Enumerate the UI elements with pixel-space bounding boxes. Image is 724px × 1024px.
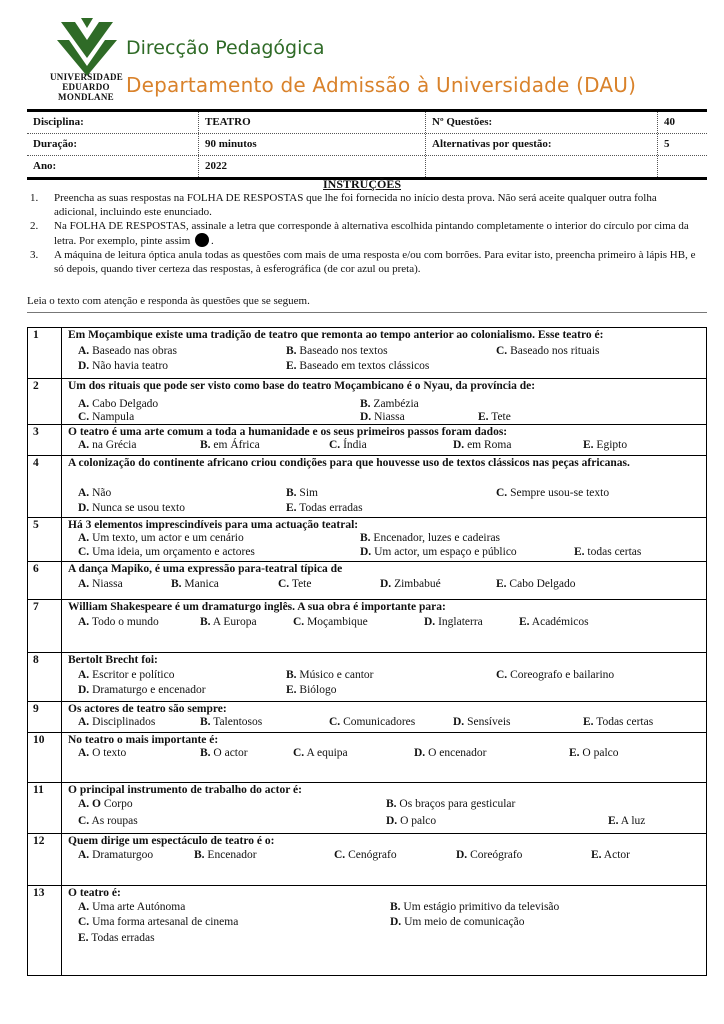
question-number: 6 xyxy=(33,563,39,575)
answer-option xyxy=(78,916,238,929)
answer-option xyxy=(360,411,405,424)
question-row xyxy=(28,885,706,977)
answer-option xyxy=(519,616,589,629)
answer-option xyxy=(380,578,441,591)
question-number: 3 xyxy=(33,426,39,438)
question-text: A dança Mapiko, é uma expressão para-teatral típica de xyxy=(68,563,343,575)
answer-option xyxy=(78,932,155,945)
option-letter: C. xyxy=(78,546,90,558)
divider xyxy=(27,312,707,313)
answer-option xyxy=(386,815,436,828)
question-row xyxy=(28,328,706,378)
option-text: Uma forma artesanal de cinema xyxy=(92,916,239,928)
question-row xyxy=(28,652,706,702)
option-text: Uma arte Autónoma xyxy=(92,901,186,913)
question-text: No teatro o mais importante é: xyxy=(68,734,219,746)
option-text: Cabo Delgado xyxy=(92,398,159,410)
option-text: em África xyxy=(213,439,260,451)
answer-option xyxy=(456,849,522,862)
answer-option xyxy=(390,916,524,929)
option-letter: E. xyxy=(286,502,297,514)
option-text: Nampula xyxy=(92,411,135,423)
option-text: Nunca se usou texto xyxy=(92,502,186,514)
option-letter: C. xyxy=(293,616,305,628)
option-text: A luz xyxy=(620,815,646,827)
answer-option xyxy=(583,716,653,729)
option-text: Não xyxy=(92,487,112,499)
answer-option xyxy=(329,439,367,452)
reading-instruction: Leia o texto com atenção e responda às questões que se seguem. xyxy=(27,295,310,307)
answer-option xyxy=(194,849,257,862)
answer-option xyxy=(78,439,136,452)
option-text: Encenador xyxy=(207,849,257,861)
info-row: Ano: 2022 xyxy=(27,156,707,177)
question-row xyxy=(28,517,706,562)
option-letter: B. xyxy=(360,398,371,410)
option-text: As roupas xyxy=(91,815,138,827)
answer-option xyxy=(334,849,397,862)
answer-option xyxy=(278,578,312,591)
option-letter: D. xyxy=(386,815,398,827)
option-letter: E. xyxy=(608,815,619,827)
answer-option xyxy=(286,487,318,500)
option-letter: B. xyxy=(386,798,397,810)
option-letter: A. xyxy=(78,398,90,410)
option-text: Manica xyxy=(184,578,219,590)
option-text: Niassa xyxy=(374,411,405,423)
option-text: A Europa xyxy=(212,616,257,628)
info-row: Disciplina: TEATRO Nº Questões: 40 xyxy=(27,112,707,134)
instructions-title: INSTRUÇÕES xyxy=(322,177,402,191)
option-letter: B. xyxy=(194,849,205,861)
option-letter: E. xyxy=(574,546,585,558)
option-letter: D. xyxy=(78,502,90,514)
option-text: O palco xyxy=(582,747,619,759)
option-letter: B. xyxy=(390,901,401,913)
option-letter: A. xyxy=(78,669,90,681)
filled-circle-icon xyxy=(195,233,209,247)
option-letter: C. xyxy=(78,411,90,423)
answer-option xyxy=(496,578,576,591)
header-title: Direcção Pedagógica xyxy=(126,37,325,59)
answer-option xyxy=(78,669,174,682)
info-row: Duração: 90 minutos Alternativas por questão: 5 xyxy=(27,134,707,156)
option-letter: D. xyxy=(390,916,402,928)
option-text: Cabo Delgado xyxy=(509,578,576,590)
option-text: Todas erradas xyxy=(299,502,363,514)
option-letter: B. xyxy=(200,747,211,759)
answer-option xyxy=(78,360,168,373)
option-text: Sensíveis xyxy=(467,716,511,728)
option-text: Tete xyxy=(491,411,511,423)
option-letter: D. xyxy=(456,849,468,861)
question-row xyxy=(28,378,706,425)
option-letter: B. xyxy=(200,616,211,628)
option-letter: D. xyxy=(453,716,465,728)
answer-option xyxy=(78,532,244,545)
question-row xyxy=(28,455,706,518)
option-text: Corpo xyxy=(103,798,133,810)
option-letter: E. xyxy=(78,932,89,944)
answer-option xyxy=(78,849,153,862)
university-name: UNIVERSIDADE EDUARDO MONDLANE xyxy=(50,72,124,102)
option-letter: C. xyxy=(293,747,305,759)
answer-option xyxy=(583,439,627,452)
question-text: A colonização do continente africano criou condições para que houvesse uso de textos clássicos nas peças africanas. xyxy=(68,457,630,469)
answer-option xyxy=(200,747,248,760)
option-letter: C. xyxy=(329,716,341,728)
option-text: O palco xyxy=(400,815,437,827)
option-letter: C. xyxy=(329,439,341,451)
answer-option xyxy=(286,345,388,358)
option-text: Biólogo xyxy=(299,684,337,696)
question-number: 1 xyxy=(33,329,39,341)
header-subtitle: Departamento de Admissão à Universidade (DAU) xyxy=(126,73,637,97)
option-letter: E. xyxy=(519,616,530,628)
option-text: Cenógrafo xyxy=(348,849,397,861)
answer-option xyxy=(478,411,511,424)
option-text: Inglaterra xyxy=(438,616,483,628)
answer-option xyxy=(286,502,363,515)
answer-option xyxy=(78,815,138,828)
exam-info-table xyxy=(27,109,707,180)
option-text: Não havia teatro xyxy=(92,360,169,372)
question-row xyxy=(28,833,706,886)
option-text: Zambézia xyxy=(373,398,419,410)
answer-option xyxy=(329,716,415,729)
option-text: Sim xyxy=(299,487,318,499)
option-letter: C. xyxy=(496,669,508,681)
answer-option xyxy=(496,487,609,500)
option-letter: B. xyxy=(171,578,182,590)
question-number: 2 xyxy=(33,380,39,392)
question-number: 12 xyxy=(33,835,45,847)
question-number: 5 xyxy=(33,519,39,531)
option-letter: B. xyxy=(200,439,211,451)
option-letter: D. xyxy=(424,616,436,628)
option-letter: A. xyxy=(78,578,90,590)
option-letter: C. xyxy=(278,578,290,590)
option-text: Todas erradas xyxy=(91,932,155,944)
option-letter: B. xyxy=(286,345,297,357)
answer-option xyxy=(453,716,511,729)
question-row xyxy=(28,424,706,456)
option-text: Egipto xyxy=(596,439,628,451)
answer-option xyxy=(171,578,219,591)
answer-option xyxy=(386,798,515,811)
option-letter: D. xyxy=(360,411,372,423)
answer-option xyxy=(78,411,134,424)
answer-option xyxy=(78,502,185,515)
instruction-item: 1. Preencha as suas respostas na FOLHA DE RESPOSTAS que lhe foi fornecida no início desta prova. Não será aceite qualquer outra folha adicional, incluindo este enunciado. xyxy=(30,192,657,218)
instructions-list xyxy=(30,191,700,276)
option-text: Dramaturgoo xyxy=(92,849,154,861)
question-text: Os actores de teatro são sempre: xyxy=(68,703,227,715)
option-letter: D. xyxy=(360,546,372,558)
option-text: Actor xyxy=(603,849,630,861)
answer-option xyxy=(200,616,257,629)
option-text: Baseado nos rituais xyxy=(510,345,600,357)
option-letter: A. xyxy=(78,345,90,357)
option-text: Baseado em textos clássicos xyxy=(299,360,430,372)
option-letter: D. xyxy=(380,578,392,590)
option-text: Sempre usou-se texto xyxy=(510,487,610,499)
question-row xyxy=(28,599,706,653)
question-number: 4 xyxy=(33,457,39,469)
answer-option xyxy=(569,747,619,760)
question-row xyxy=(28,782,706,834)
option-text: Escritor e político xyxy=(92,669,175,681)
option-letter: E. xyxy=(496,578,507,590)
answer-option xyxy=(78,487,111,500)
question-number: 11 xyxy=(33,784,44,796)
option-letter: B. xyxy=(286,669,297,681)
option-text: O actor xyxy=(213,747,248,759)
option-text: Baseado nos textos xyxy=(299,345,388,357)
option-text: na Grécia xyxy=(92,439,137,451)
answer-option xyxy=(424,616,483,629)
option-letter: A. xyxy=(78,901,90,913)
option-letter: A. xyxy=(78,849,90,861)
answer-option xyxy=(78,546,255,559)
answer-option xyxy=(78,798,133,811)
answer-option xyxy=(360,546,517,559)
option-text: O encenador xyxy=(428,747,487,759)
option-text: Coreógrafo xyxy=(470,849,523,861)
answer-option xyxy=(78,901,185,914)
option-letter: C. xyxy=(496,345,508,357)
question-number: 10 xyxy=(33,734,45,746)
answer-option xyxy=(496,669,614,682)
question-text: Em Moçambique existe uma tradição de teatro que remonta ao tempo anterior ao colonialismo. Esse teatro é: xyxy=(68,329,604,341)
question-text: Um dos rituais que pode ser visto como base do teatro Moçambicano é o Nyau, da província de: xyxy=(68,380,536,392)
option-letter: C. xyxy=(78,815,90,827)
option-letter: D. xyxy=(78,360,90,372)
question-number: 9 xyxy=(33,703,39,715)
option-letter: C. xyxy=(78,916,90,928)
option-letter: E. xyxy=(583,716,594,728)
question-text: Há 3 elementos imprescindíveis para uma actuação teatral: xyxy=(68,519,359,531)
option-text: Académicos xyxy=(531,616,589,628)
answer-option xyxy=(453,439,511,452)
instruction-item: 3. A máquina de leitura óptica anula todas as questões com mais de uma resposta e/ou com borrões. Para evitar isto, preencha primeiro à lápis HB, e só depois, quando tiver certeza das respostas, à esferográfica (de cor azul ou preta). xyxy=(30,249,696,275)
option-letter: A. O xyxy=(78,798,101,810)
option-text: Moçambique xyxy=(307,616,368,628)
university-logo xyxy=(55,18,119,76)
option-letter: C. xyxy=(334,849,346,861)
option-letter: B. xyxy=(200,716,211,728)
option-letter: B. xyxy=(286,487,297,499)
answer-option xyxy=(286,669,374,682)
question-row xyxy=(28,701,706,733)
option-letter: E. xyxy=(286,360,297,372)
answer-option xyxy=(591,849,630,862)
option-text: Índia xyxy=(343,439,367,451)
question-text: O teatro é: xyxy=(68,887,121,899)
question-number: 13 xyxy=(33,887,45,899)
option-text: Tete xyxy=(291,578,312,590)
option-text: Músico e cantor xyxy=(299,669,374,681)
answer-option xyxy=(78,684,206,697)
question-text: William Shakespeare é um dramaturgo inglês. A sua obra é importante para: xyxy=(68,601,446,613)
option-text: A equipa xyxy=(306,747,348,759)
option-letter: D. xyxy=(414,747,426,759)
option-text: Um estágio primitivo da televisão xyxy=(403,901,560,913)
option-letter: E. xyxy=(286,684,297,696)
option-text: Encenador, luzes e cadeiras xyxy=(373,532,501,544)
option-text: Todo o mundo xyxy=(91,616,159,628)
answer-option xyxy=(293,616,368,629)
option-text: Baseado nas obras xyxy=(92,345,178,357)
answer-option xyxy=(608,815,645,828)
option-text: Niassa xyxy=(92,578,123,590)
answer-option xyxy=(78,716,155,729)
question-text: Bertolt Brecht foi: xyxy=(68,654,158,666)
option-text: Todas certas xyxy=(596,716,654,728)
option-letter: A. xyxy=(78,716,90,728)
option-letter: A. xyxy=(78,747,90,759)
option-text: Coreografo e bailarino xyxy=(510,669,615,681)
question-row xyxy=(28,561,706,600)
option-text: Uma ideia, um orçamento e actores xyxy=(92,546,255,558)
question-number: 7 xyxy=(33,601,39,613)
option-text: Talentosos xyxy=(213,716,263,728)
option-text: Um meio de comunicação xyxy=(404,916,525,928)
question-text: O principal instrumento de trabalho do actor é: xyxy=(68,784,302,796)
answer-option xyxy=(360,532,500,545)
answer-option xyxy=(78,578,123,591)
option-text: O texto xyxy=(92,747,127,759)
option-text: Disciplinados xyxy=(92,716,156,728)
answer-option xyxy=(78,345,177,358)
option-text: Um texto, um actor e um cenário xyxy=(92,532,244,544)
questions-table xyxy=(27,327,707,976)
answer-option xyxy=(78,398,158,411)
question-number: 8 xyxy=(33,654,39,666)
answer-option xyxy=(360,398,419,411)
option-letter: C. xyxy=(496,487,508,499)
instruction-item: 2. Na FOLHA DE RESPOSTAS, assinale a letra que corresponde à alternativa escolhida pintando completamente o interior do círculo por cima da letra. Por exemplo, pinte assim . xyxy=(30,220,689,247)
option-letter: E. xyxy=(591,849,602,861)
answer-option xyxy=(414,747,487,760)
option-letter: E. xyxy=(569,747,580,759)
answer-option xyxy=(78,747,126,760)
answer-option xyxy=(390,901,559,914)
answer-option xyxy=(286,360,429,373)
answer-option xyxy=(496,345,600,358)
option-letter: D. xyxy=(78,684,90,696)
option-letter: A. xyxy=(78,616,90,628)
option-letter: A. xyxy=(78,439,90,451)
option-letter: D. xyxy=(453,439,465,451)
option-text: Um actor, um espaço e público xyxy=(374,546,517,558)
option-text: Comunicadores xyxy=(343,716,416,728)
question-text: O teatro é uma arte comum a toda a humanidade e os seus primeiros passos foram dados: xyxy=(68,426,508,438)
option-letter: A. xyxy=(78,487,90,499)
answer-option xyxy=(293,747,348,760)
answer-option xyxy=(574,546,641,559)
option-text: Zimbabué xyxy=(394,578,441,590)
answer-option xyxy=(78,616,159,629)
option-text: Dramaturgo e encenador xyxy=(92,684,206,696)
question-text: Quem dirige um espectáculo de teatro é o: xyxy=(68,835,275,847)
option-letter: E. xyxy=(583,439,594,451)
answer-option xyxy=(200,716,262,729)
option-text: Os braços para gesticular xyxy=(399,798,516,810)
option-letter: B. xyxy=(360,532,371,544)
option-letter: E. xyxy=(478,411,489,423)
option-letter: A. xyxy=(78,532,90,544)
answer-option xyxy=(286,684,336,697)
answer-option xyxy=(200,439,260,452)
option-text: todas certas xyxy=(587,546,642,558)
question-row xyxy=(28,732,706,783)
option-text: em Roma xyxy=(467,439,512,451)
